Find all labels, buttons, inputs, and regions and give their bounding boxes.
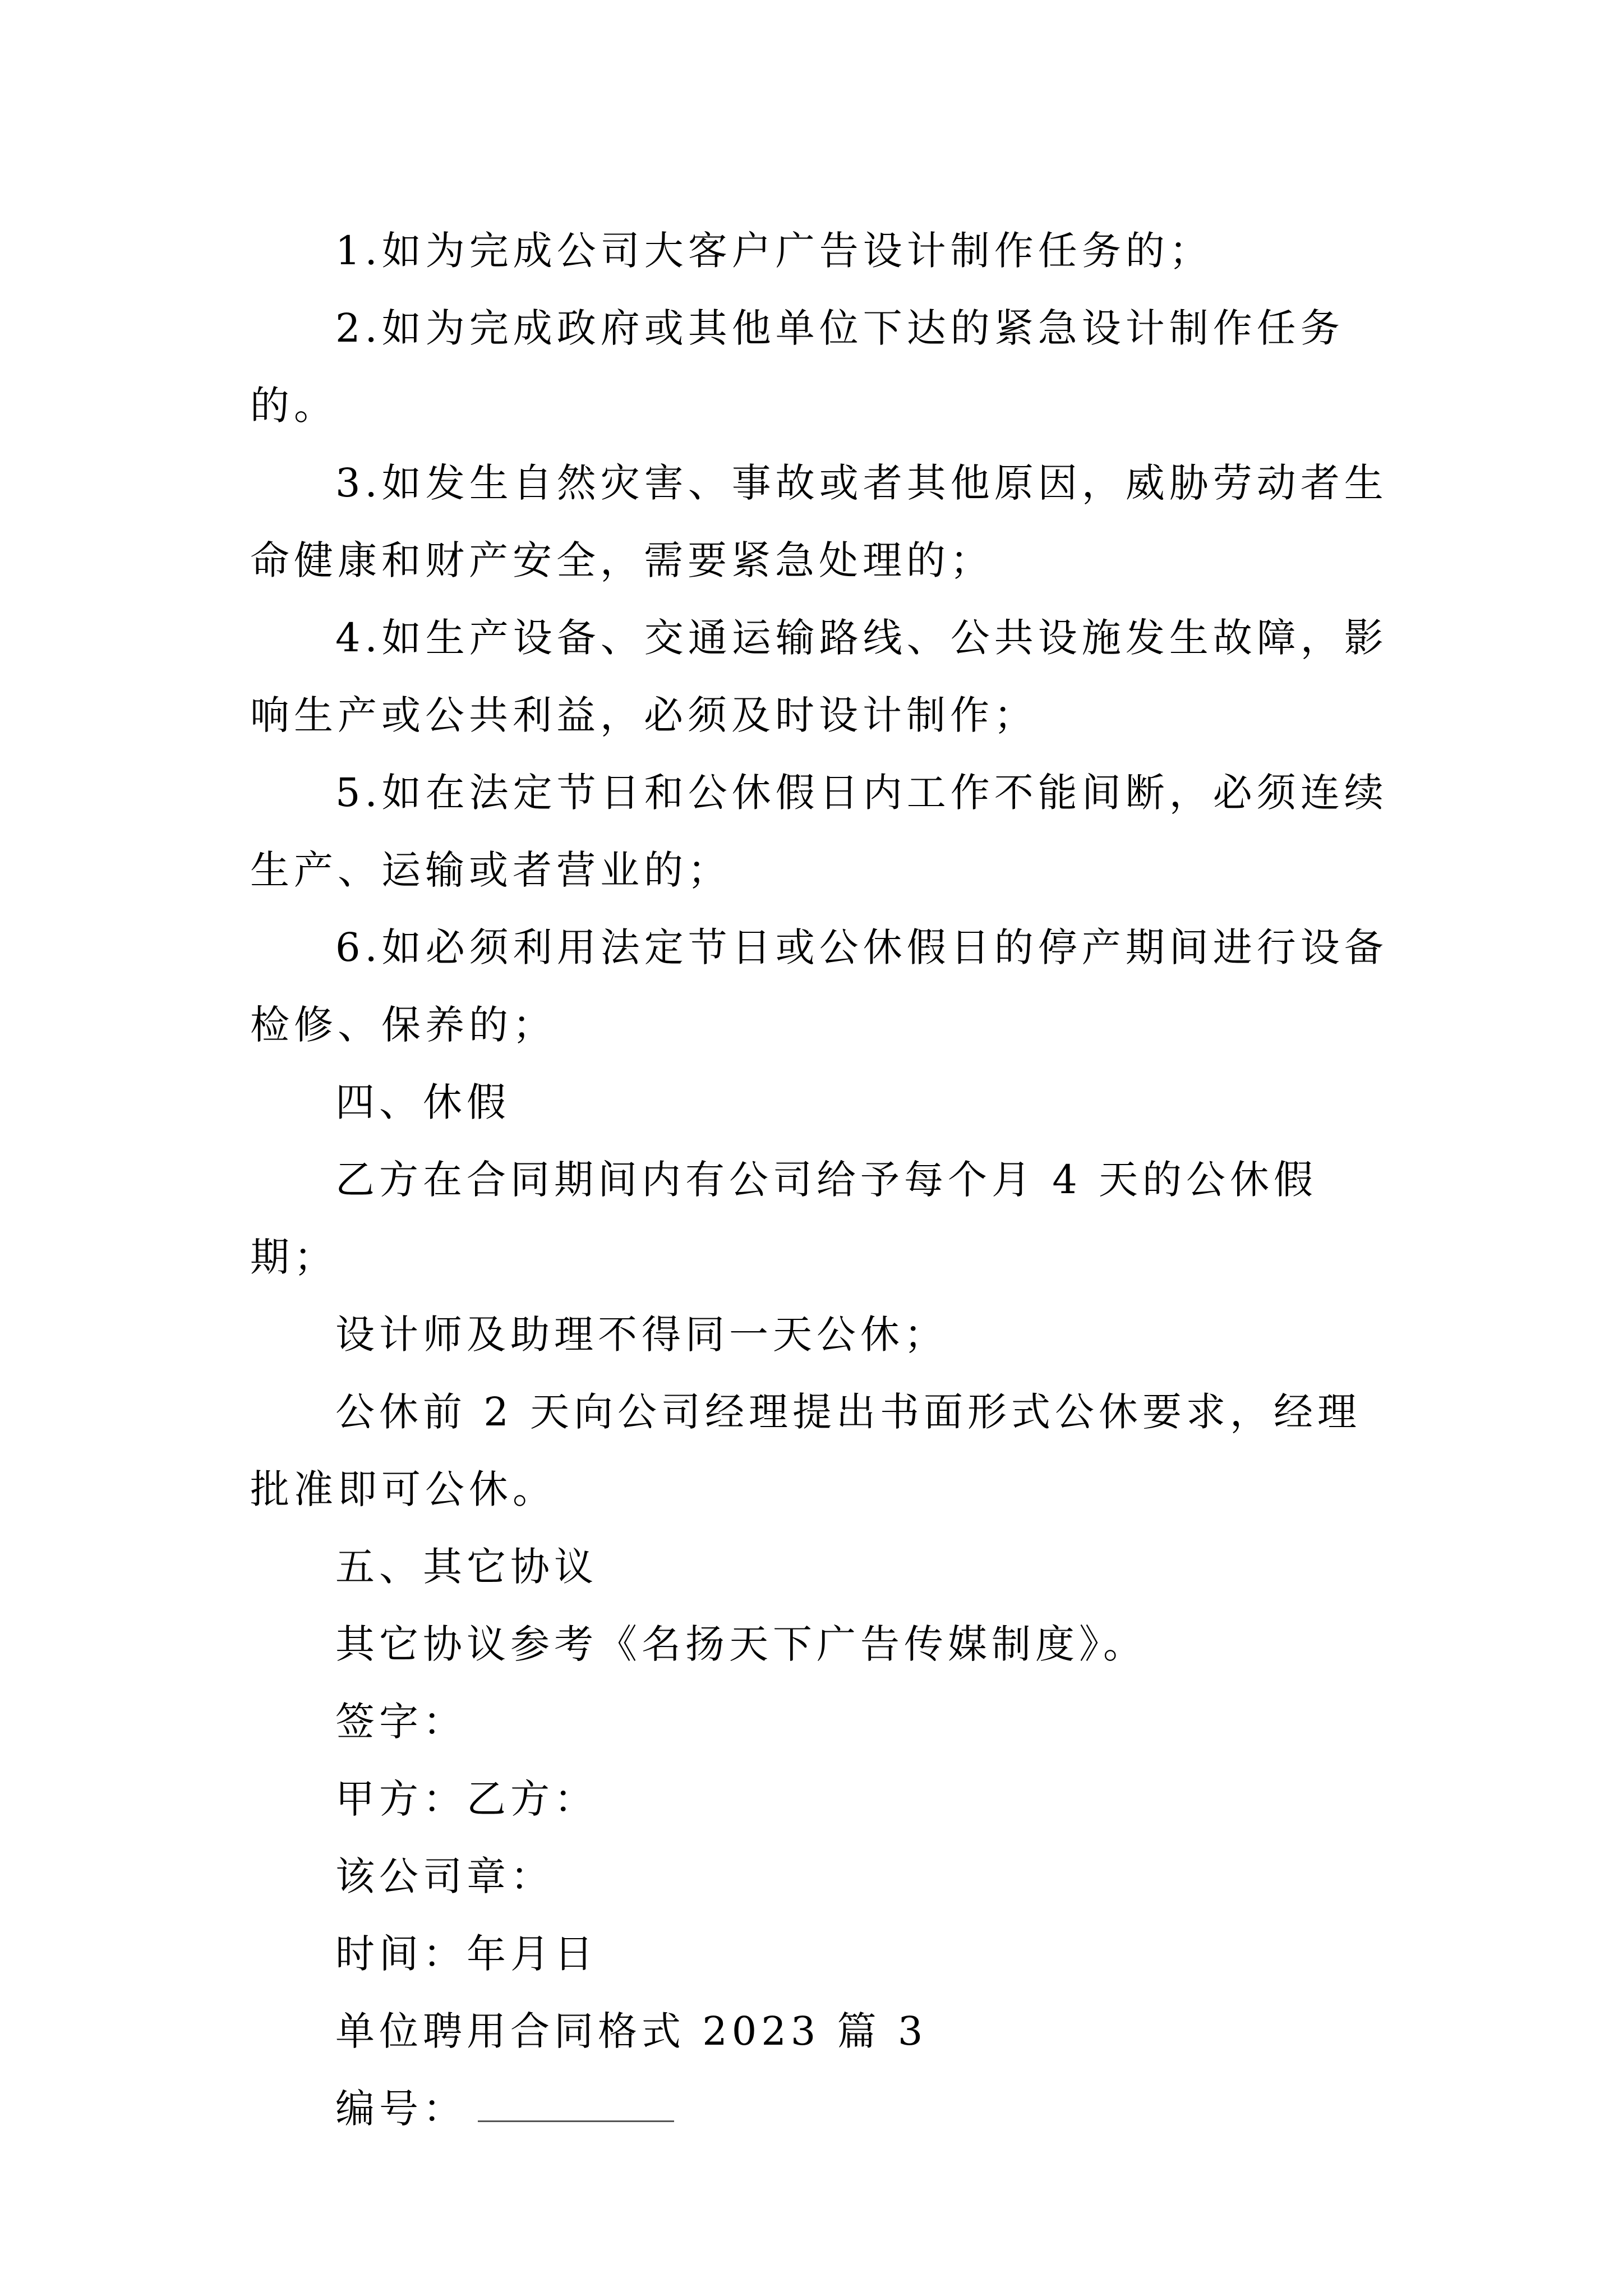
leave-paragraph-2: 设计师及助理不得同一天公休；	[335, 1312, 948, 1358]
clause-1: 1.如为完成公司大客户广告设计制作任务的；	[335, 228, 1213, 274]
company-seal-label: 该公司章：	[335, 1853, 554, 1899]
section-heading-leave: 四、休假	[335, 1079, 510, 1125]
leave-paragraph-3: 公休前 2 天向公司经理提出书面形式公休要求，经理批准即可公休。	[250, 1389, 1362, 1512]
clause-3: 3.如发生自然灾害、事故或者其他原因，威胁劳动者生命健康和财产安全，需要紧急处理的；	[250, 460, 1388, 583]
clause-4: 4.如生产设备、交通运输路线、公共设施发生故障，影响生产或公共利益，必须及时设计制作；	[250, 615, 1388, 738]
number-blank-line	[478, 2087, 674, 2122]
section-heading-other: 五、其它协议	[335, 1544, 598, 1590]
clause-5: 5.如在法定节日和公休假日内工作不能间断，必须连续生产、运输或者营业的；	[250, 770, 1388, 893]
number-label: 编号：	[335, 2086, 467, 2132]
leave-paragraph-1: 乙方在合同期间内有公司给予每个月 4 天的公休假期；	[250, 1157, 1318, 1280]
clause-2: 2.如为完成政府或其他单位下达的紧急设计制作任务的。	[250, 305, 1344, 429]
parties-label: 甲方：乙方：	[335, 1776, 598, 1822]
signature-label: 签字：	[335, 1699, 467, 1745]
number-line	[250, 2070, 1389, 2147]
date-label: 时间：年月日	[335, 1931, 598, 1977]
other-agreement-paragraph: 其它协议参考《名扬天下广告传媒制度》。	[335, 1621, 1147, 1667]
contract-title-part-3: 单位聘用合同格式 2023 篇 3	[335, 2008, 928, 2054]
document-body	[250, 212, 1389, 2147]
clause-6: 6.如必须利用法定节日或公休假日的停产期间进行设备检修、保养的；	[250, 924, 1388, 1048]
